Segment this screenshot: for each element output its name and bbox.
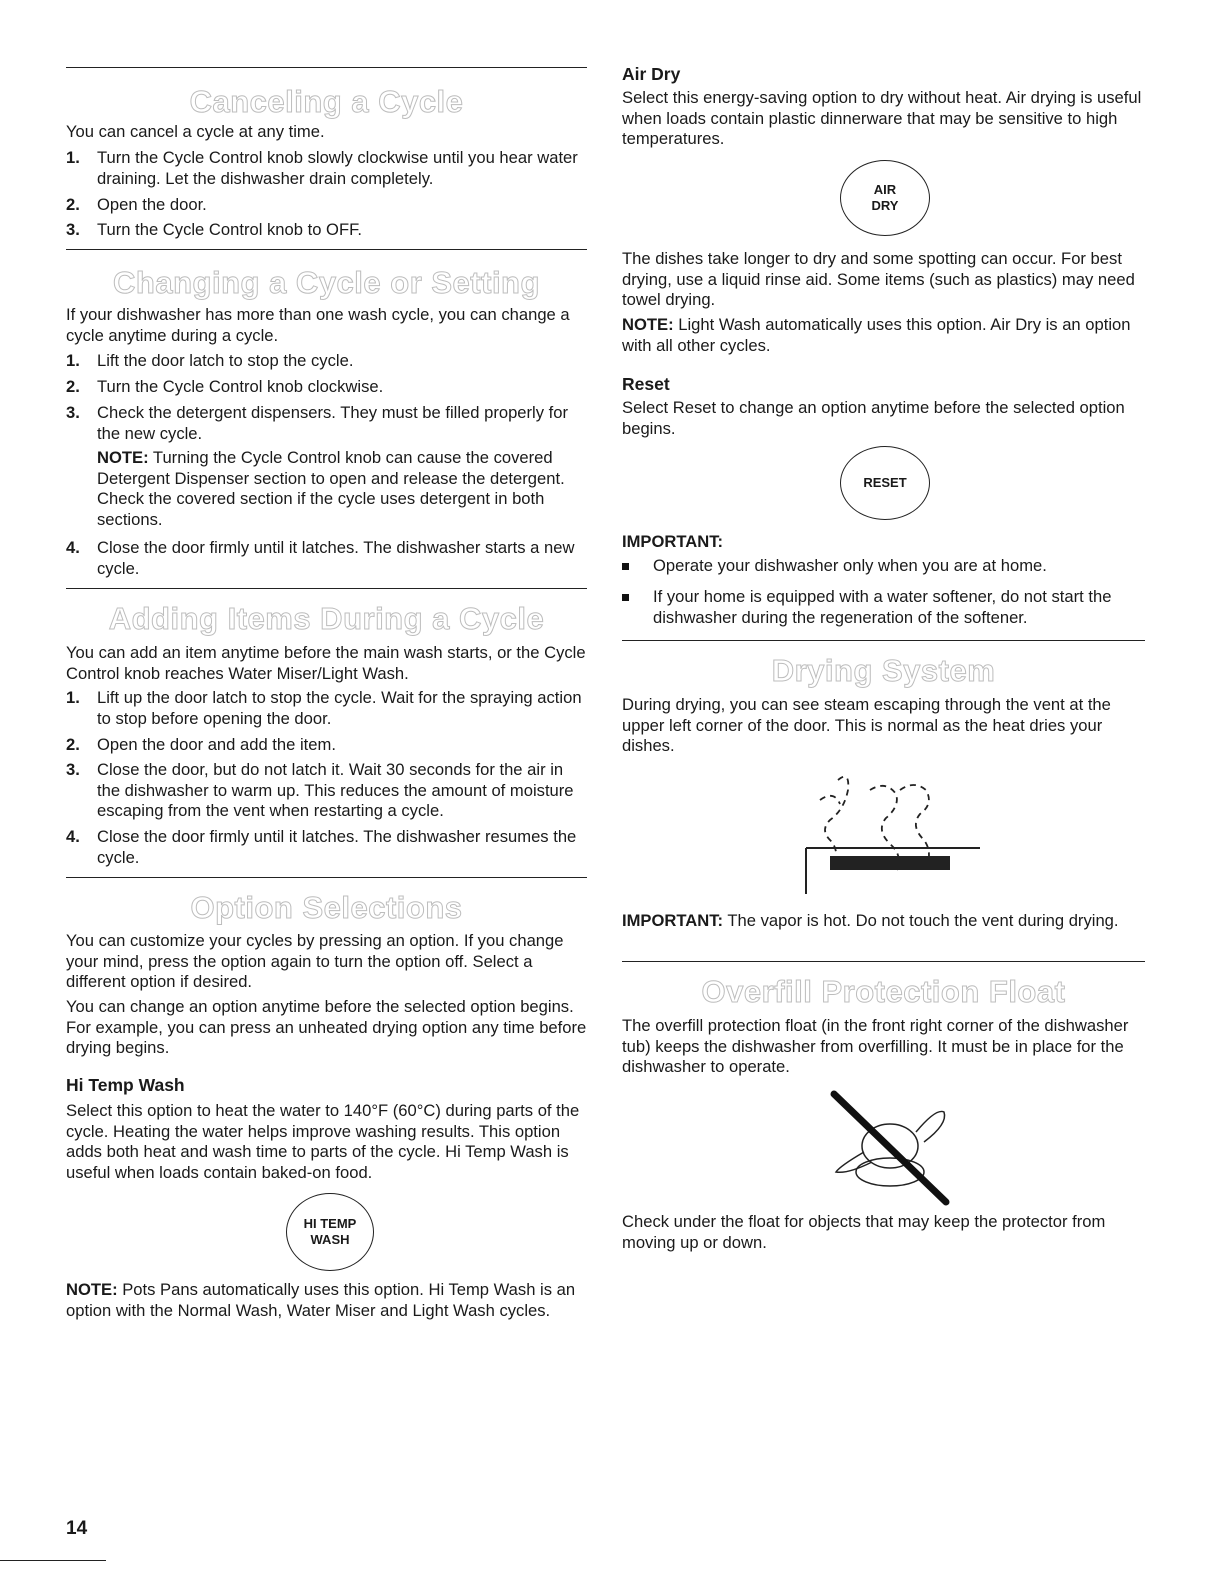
step-text: Turn the Cycle Control knob clockwise. [97,377,384,396]
button-label: RESET [863,475,907,490]
page-number: 14 [66,1518,88,1539]
section-divider [66,67,587,68]
note-text: Turning the Cycle Control knob can cause the covered Detergent Dispenser section to open and release the detergent. Check the covered section if the cycle uses detergent in both sections. [97,448,565,529]
step-text: Check the detergent dispensers. They must be filled properly for the new cycle. [97,403,569,443]
adding-heading: Adding Items During a Cycle [108,601,545,636]
hitemp-note [66,1280,587,1321]
drying-important [622,911,1145,932]
important-text: The vapor is hot. Do not touch the vent during drying. [723,911,1119,930]
section-divider [66,249,587,250]
step-text: Lift up the door latch to stop the cycle. Wait for the spraying action to stop before opening the door. [97,688,582,728]
bullet-text: Operate your dishwasher only when you are at home. [653,556,1047,575]
drying-heading: Drying System [771,653,996,688]
reset-text: Select Reset to change an option anytime before the selected option begins. [622,398,1125,438]
note-label: NOTE: [622,315,674,334]
overfill-text: The overfill protection float (in the front right corner of the dishwasher tub) keeps the dishwasher from overfilling. It must be in place for the dishwasher to operate. [622,1016,1129,1076]
reset-subheading: Reset [622,374,670,394]
bullet-icon [622,563,629,570]
step-number: 3. [66,760,80,779]
section-divider [66,588,587,589]
note-text: Light Wash automatically uses this option. Air Dry is an option with all other cycles. [622,315,1131,355]
air-dry-text-2: The dishes take longer to dry and some spotting can occur. For best drying, use a liquid rinse aid. Some items (such as plastics) may need towel drying. [622,249,1135,309]
step-text: Close the door, but do not latch it. Wait 30 seconds for the air in the dishwasher to warm up. This reduces the amount of moisture escaping from the vent when restarting a cycle. [97,760,574,820]
step-text: Close the door firmly until it latches. The dishwasher resumes the cycle. [97,827,577,867]
button-label: DRY [871,198,899,213]
button-label: HI TEMP [303,1216,357,1231]
overfill-heading: Overfill Protection Float [701,974,1066,1009]
options-paragraph-1: You can customize your cycles by pressing an option. If you change your mind, press the option again to turn the option off. Select a different option if desired. [66,931,564,991]
step-number: 2. [66,735,80,754]
air-dry-text: Select this energy-saving option to dry without heat. Air drying is useful when loads contain plastic dinnerware that may be sensitive to high temperatures. [622,88,1142,148]
button-label: AIR [873,182,897,197]
changing-heading: Changing a Cycle or Setting [113,265,540,300]
bullet-icon [622,594,629,601]
air-dry-subheading: Air Dry [622,64,681,84]
section-divider [622,640,1145,641]
footer-rule [0,1560,106,1561]
hitemp-subheading: Hi Temp Wash [66,1075,185,1095]
step-number: 1. [66,148,80,167]
note-label: NOTE: [66,1280,118,1299]
air-dry-button-icon [840,160,930,236]
overfill-text-2: Check under the float for objects that may keep the protector from moving up or down. [622,1212,1106,1252]
section-divider [66,877,587,878]
adding-intro: You can add an item anytime before the main wash starts, or the Cycle Control knob reaches Water Miser/Light Wash. [66,643,586,683]
step-number: 4. [66,827,80,846]
hi-temp-wash-button-icon [286,1193,374,1271]
options-heading: Option Selections [190,890,463,925]
step-text: Lift the door latch to stop the cycle. [97,351,354,370]
step-text: Close the door firmly until it latches. The dishwasher starts a new cycle. [97,538,575,578]
step-text: Open the door and add the item. [97,735,336,754]
step-number: 2. [66,195,80,214]
reset-important-label: IMPORTANT: [622,532,724,551]
hitemp-text: Select this option to heat the water to 140°F (60°C) during parts of the cycle. Heating the water helps improve washing results. This option adds both heat and wash time to parts of the cycle. Hi Temp Wash is useful when loads contain baked-on food. [66,1101,580,1182]
section-divider [622,961,1145,962]
button-label: WASH [310,1232,350,1247]
air-dry-note [622,315,1145,356]
step-number: 3. [66,403,80,422]
step-text: Turn the Cycle Control knob slowly clockwise until you hear water draining. Let the dishwasher drain completely. [97,148,578,188]
step-number: 2. [66,377,80,396]
changing-intro: If your dishwasher has more than one wash cycle, you can change a cycle anytime during a cycle. [66,305,570,345]
note-text: Pots Pans automatically uses this option. Hi Temp Wash is an option with the Normal Wash, Water Miser and Light Wash cycles. [66,1280,576,1320]
step-number: 3. [66,220,80,239]
important-label: IMPORTANT: [622,911,724,930]
steam-vent-illustration [800,760,980,900]
step-text: Open the door. [97,195,207,214]
step-number: 1. [66,688,80,707]
bullet-text: If your home is equipped with a water softener, do not start the dishwasher during the regeneration of the softener. [653,587,1112,627]
step-text: Turn the Cycle Control knob to OFF. [97,220,362,239]
step-number: 1. [66,351,80,370]
canceling-heading: Canceling a Cycle [189,84,464,119]
drying-text: During drying, you can see steam escaping through the vent at the upper left corner of the door. This is normal as the heat dries your dishes. [622,695,1111,755]
options-paragraph-2: You can change an option anytime before the selected option begins. For example, you can press an unheated drying option any time before drying begins. [66,997,587,1057]
overfill-float-illustration [820,1088,960,1208]
canceling-intro: You can cancel a cycle at any time. [66,122,325,141]
changing-note [97,448,587,530]
note-label: NOTE: [97,448,149,467]
reset-button-icon [840,446,930,520]
step-number: 4. [66,538,80,557]
